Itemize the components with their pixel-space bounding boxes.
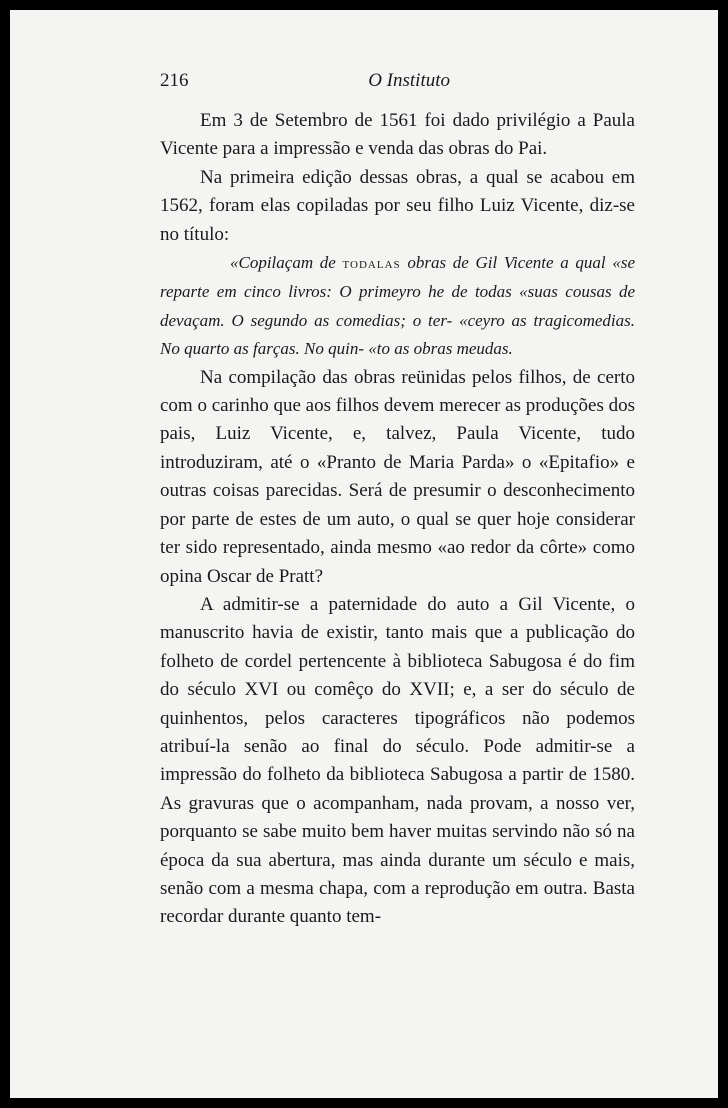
quote-smallcaps: todalas <box>342 256 401 273</box>
quote-text: obras de Gil Vicente a qual «se reparte em cinco livros: O primeyro he de todas «suas cousas de devaçam. O segundo as comedias; o ter- «ceyro as tragicomedias. No quarto as farças. No quin- «to as obras meudas. <box>160 253 635 359</box>
page-number: 216 <box>160 70 189 91</box>
paragraph: Na compilação das obras reünidas pelos filhos, de certo com o carinho que aos filhos devem merecer as produções dos pais, Luiz Vicente, e, talvez, Paula Vicente, tudo introduziram, até o «Pranto de Maria Parda» o «Epitafio» e outras coisas parecidas. Será de presumir o desconhecimento por parte de estes de um auto, o qual se quer hoje considerar ter sido representado, ainda mesmo «ao redor da côrte» como opina Oscar de Pratt? <box>160 366 635 587</box>
paragraph: Em 3 de Setembro de 1561 foi dado privilégio a Paula Vicente para a impressão e venda das obras do Pai. <box>160 110 635 160</box>
paragraph: A admitir-se a paternidade do auto a Gil Vicente, o manuscrito havia de existir, tanto mais que a publicação do folheto de cordel pertencente à biblioteca Sabugosa é do fim do século XVI ou comêço do XVII; e, a ser do século de quinhentos, pelos caracteres tipográficos não podemos atribuí-la senão ao final do século. Pode admitir-se a impressão do folheto da biblioteca Sabugosa a partir de 1580. As gravuras que o acompanham, nada provam, a nosso ver, porquanto se sabe muito bem haver muitas servindo não só na época da sua abertura, mas ainda durante um século e mais, senão com a mesma chapa, com a reprodução em outra. Basta recordar durante quanto tem- <box>160 593 635 928</box>
page-header <box>160 70 450 100</box>
body-text <box>160 107 635 932</box>
block-quote <box>160 249 635 364</box>
running-title: O Instituto <box>368 70 450 91</box>
book-page <box>10 10 718 1098</box>
paragraph: Na primeira edição dessas obras, a qual se acabou em 1562, foram elas copiladas por seu filho Luiz Vicente, diz-se no título: <box>160 166 635 245</box>
quote-text: «Copilaçam de <box>230 253 343 273</box>
